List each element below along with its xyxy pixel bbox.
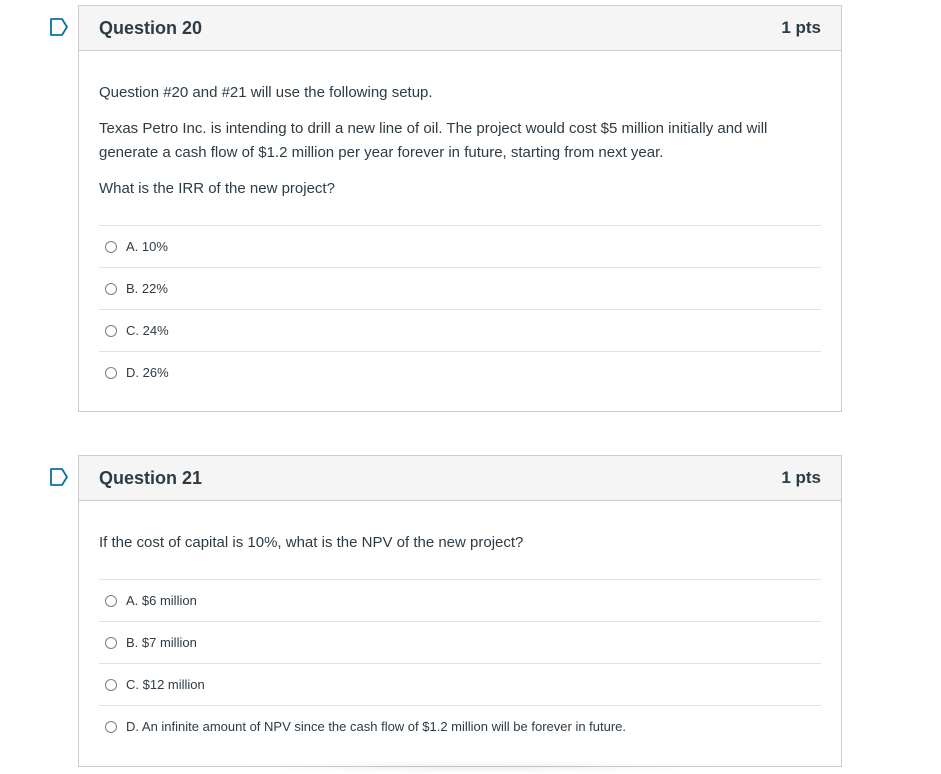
question-points: 1 pts bbox=[781, 468, 821, 487]
answer-label: C. 24% bbox=[126, 323, 169, 338]
answer-option[interactable] bbox=[99, 706, 821, 747]
radio-button[interactable] bbox=[105, 241, 117, 253]
answer-label: A. $6 million bbox=[126, 593, 197, 608]
answer-option[interactable] bbox=[99, 622, 821, 664]
radio-button[interactable] bbox=[105, 325, 117, 337]
flag-question-icon[interactable] bbox=[49, 467, 69, 487]
radio-button[interactable] bbox=[105, 721, 117, 733]
answer-option[interactable] bbox=[99, 268, 821, 310]
answer-option[interactable] bbox=[99, 226, 821, 268]
question-text bbox=[99, 531, 821, 555]
answer-label: C. $12 million bbox=[126, 677, 205, 692]
answer-option[interactable] bbox=[99, 664, 821, 706]
scroll-shadow bbox=[240, 760, 720, 774]
question-paragraph: What is the IRR of the new project? bbox=[99, 180, 335, 197]
flag-question-icon[interactable] bbox=[49, 17, 69, 37]
question-title: Question 21 bbox=[99, 467, 203, 488]
answer-list bbox=[99, 225, 821, 393]
radio-button[interactable] bbox=[105, 637, 117, 649]
question-paragraph: Question #20 and #21 will use the following setup. bbox=[99, 84, 433, 101]
question-20 bbox=[78, 5, 842, 412]
answer-label: B. 22% bbox=[126, 281, 168, 296]
question-text bbox=[99, 81, 821, 201]
answer-label: D. 26% bbox=[126, 365, 169, 380]
question-21 bbox=[78, 455, 842, 767]
question-header bbox=[79, 6, 841, 51]
question-paragraph: If the cost of capital is 10%, what is the NPV of the new project? bbox=[99, 534, 524, 551]
answer-option[interactable] bbox=[99, 580, 821, 622]
answer-option[interactable] bbox=[99, 310, 821, 352]
question-body bbox=[79, 531, 841, 747]
radio-button[interactable] bbox=[105, 283, 117, 295]
radio-button[interactable] bbox=[105, 367, 117, 379]
radio-button[interactable] bbox=[105, 595, 117, 607]
question-title: Question 20 bbox=[99, 17, 203, 38]
question-points: 1 pts bbox=[781, 18, 821, 37]
question-body bbox=[79, 81, 841, 393]
question-paragraph: Texas Petro Inc. is intending to drill a new line of oil. The project would cost $5 million initially and will generate a cash flow of $1.2 million per year forever in future, starting from next year. bbox=[99, 120, 768, 161]
answer-option[interactable] bbox=[99, 352, 821, 393]
answer-label: D. An infinite amount of NPV since the cash flow of $1.2 million will be forever in future. bbox=[126, 719, 627, 734]
answer-label: B. $7 million bbox=[126, 635, 197, 650]
answer-list bbox=[99, 579, 821, 747]
radio-button[interactable] bbox=[105, 679, 117, 691]
question-header bbox=[79, 456, 841, 501]
answer-label: A. 10% bbox=[126, 239, 168, 254]
